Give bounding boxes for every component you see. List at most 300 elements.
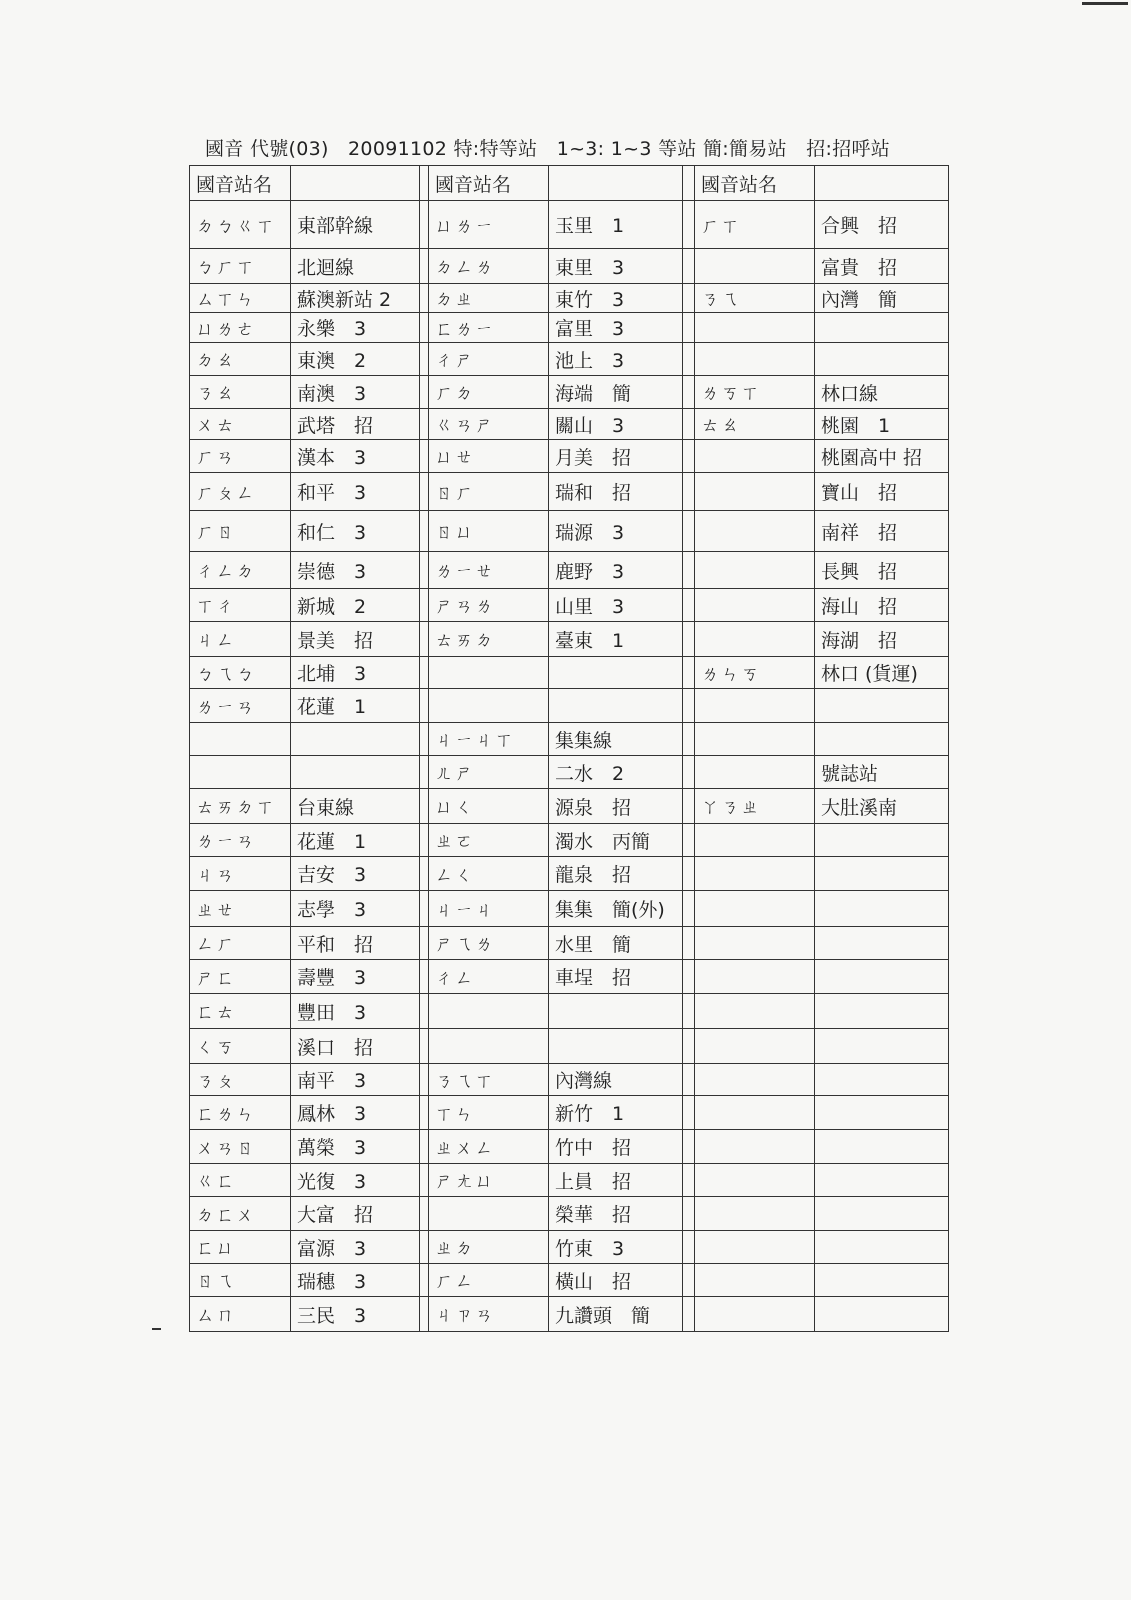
bopomofo-code-cell: [695, 511, 815, 552]
station-name-cell: 桃園 1: [815, 409, 949, 440]
table-row: [695, 960, 949, 994]
table-row: [190, 409, 429, 440]
station-name-cell: 關山 3: [549, 409, 683, 440]
bopomofo-code-cell: [429, 1197, 549, 1231]
station-name-cell: 長興 招: [815, 552, 949, 589]
table-row: [695, 552, 949, 589]
station-name-cell: 瑞和 招: [549, 473, 683, 511]
table-row: [429, 376, 695, 409]
station-name-cell: 新竹 1: [549, 1096, 683, 1130]
table-row: [429, 589, 695, 622]
bopomofo-code-cell: ㄌㄣㄎ: [695, 657, 815, 689]
bopomofo-code-cell: ㄐㄥ: [190, 622, 291, 657]
bopomofo-code-cell: [695, 1264, 815, 1297]
bopomofo-code-cell: ㄔㄕ: [429, 343, 549, 376]
bopomofo-code-cell: [429, 1029, 549, 1064]
bopomofo-code-cell: ㄌㄎㄒ: [695, 376, 815, 409]
spacer-cell: [683, 440, 695, 473]
station-name-cell: 竹中 招: [549, 1130, 683, 1164]
station-name-cell: 平和 招: [291, 927, 420, 960]
table-row: [190, 1264, 429, 1297]
bopomofo-code-cell: ㄉㄥㄌ: [429, 249, 549, 284]
bopomofo-code-cell: ㄉㄈㄨ: [190, 1197, 291, 1231]
table-row: [695, 689, 949, 723]
bopomofo-code-cell: [695, 994, 815, 1029]
station-name-cell: 花蓮 1: [291, 689, 420, 723]
table-row: [190, 927, 429, 960]
bopomofo-code-cell: [429, 657, 549, 689]
table-row: [190, 473, 429, 511]
table-row: [695, 857, 949, 891]
bopomofo-code-cell: ㄓㄨㄥ: [429, 1130, 549, 1164]
bopomofo-code-cell: [190, 723, 291, 756]
bopomofo-code-cell: ㄕㄢㄌ: [429, 589, 549, 622]
station-name-cell: 林口線: [815, 376, 949, 409]
table-row: [695, 723, 949, 756]
station-name-cell: 九讚頭 簡: [549, 1297, 683, 1332]
table-row: [429, 789, 695, 824]
station-name-cell: 永樂 3: [291, 313, 420, 343]
station-name-cell: 富里 3: [549, 313, 683, 343]
bopomofo-code-cell: ㄖㄩ: [429, 511, 549, 552]
station-name-cell: 二水 2: [549, 756, 683, 789]
table-row: [429, 1297, 695, 1332]
bopomofo-code-cell: ㄊㄞㄉ: [429, 622, 549, 657]
station-name-cell: 鹿野 3: [549, 552, 683, 589]
station-name-cell: 內灣線: [549, 1064, 683, 1096]
bopomofo-code-cell: [695, 622, 815, 657]
bopomofo-code-cell: ㄏㄉ: [429, 376, 549, 409]
bopomofo-code-cell: [695, 1297, 815, 1332]
station-name-cell: [549, 689, 683, 723]
station-name-cell: [815, 1231, 949, 1264]
station-name-cell: [815, 1197, 949, 1231]
bopomofo-code-cell: ㄩㄝ: [429, 440, 549, 473]
bopomofo-code-cell: ㄊㄞㄉㄒ: [190, 789, 291, 824]
bopomofo-code-cell: [695, 689, 815, 723]
station-name-cell: 東竹 3: [549, 284, 683, 313]
station-name-cell: 上員 招: [549, 1164, 683, 1197]
table-row: [429, 689, 695, 723]
station-name-cell: 橫山 招: [549, 1264, 683, 1297]
table-row: [190, 657, 429, 689]
bopomofo-code-cell: ㄋㄟㄒ: [429, 1064, 549, 1096]
table-row: [429, 440, 695, 473]
bopomofo-code-cell: [695, 891, 815, 927]
bopomofo-code-cell: [429, 689, 549, 723]
station-name-cell: 車埕 招: [549, 960, 683, 994]
station-name-cell: [815, 313, 949, 343]
station-table: [428, 165, 695, 1332]
spacer-cell: [683, 249, 695, 284]
spacer-cell: [683, 166, 695, 201]
station-name-cell: 集集 簡(外): [549, 891, 683, 927]
spacer-cell: [683, 927, 695, 960]
station-name-cell: 富源 3: [291, 1231, 420, 1264]
bopomofo-code-cell: [695, 824, 815, 857]
station-name-cell: 漢本 3: [291, 440, 420, 473]
station-name-cell: 新城 2: [291, 589, 420, 622]
table-row: [429, 1264, 695, 1297]
bopomofo-code-cell: [695, 249, 815, 284]
spacer-cell: [683, 511, 695, 552]
station-name-cell: 景美 招: [291, 622, 420, 657]
bopomofo-code-cell: ㄓㄝ: [190, 891, 291, 927]
table-block-linkou-signal: [694, 165, 949, 1332]
station-name-cell: 集集線: [549, 723, 683, 756]
table-row: [695, 1064, 949, 1096]
bopomofo-code-cell: ㄈㄩ: [190, 1231, 291, 1264]
scan-mark-top-right: [1082, 2, 1128, 5]
table-row: [429, 1164, 695, 1197]
table-row: [429, 723, 695, 756]
table-row: [429, 552, 695, 589]
table-row: [695, 891, 949, 927]
station-name-cell: 源泉 招: [549, 789, 683, 824]
station-name-cell: 林口 (貨運): [815, 657, 949, 689]
bopomofo-code-cell: ㄈㄌㄧ: [429, 313, 549, 343]
bopomofo-code-cell: [695, 756, 815, 789]
table-row: [429, 1231, 695, 1264]
bopomofo-code-cell: ㄍㄢㄕ: [429, 409, 549, 440]
table-row: [190, 723, 429, 756]
spacer-cell: [683, 201, 695, 249]
station-name-cell: 萬榮 3: [291, 1130, 420, 1164]
bopomofo-code-cell: ㄏㄒ: [695, 201, 815, 249]
header-cell-station-name: 國音站名: [190, 166, 291, 201]
table-row: [190, 166, 429, 201]
station-name-cell: 北埔 3: [291, 657, 420, 689]
station-name-cell: 志學 3: [291, 891, 420, 927]
table-row: [429, 201, 695, 249]
bopomofo-code-cell: [695, 1231, 815, 1264]
station-name-cell: 蘇澳新站 2: [291, 284, 420, 313]
station-name-cell: 東里 3: [549, 249, 683, 284]
table-row: [429, 857, 695, 891]
table-row: [695, 1231, 949, 1264]
table-row: [190, 249, 429, 284]
station-name-cell: 南祥 招: [815, 511, 949, 552]
station-name-cell: 武塔 招: [291, 409, 420, 440]
bopomofo-code-cell: ㄈㄌㄣ: [190, 1096, 291, 1130]
table-row: [695, 473, 949, 511]
bopomofo-code-cell: ㄖㄟ: [190, 1264, 291, 1297]
spacer-cell: [683, 1297, 695, 1332]
spacer-cell: [683, 473, 695, 511]
station-name-cell: [815, 824, 949, 857]
table-row: [695, 376, 949, 409]
spacer-cell: [683, 756, 695, 789]
bopomofo-code-cell: ㄕㄈ: [190, 960, 291, 994]
spacer-cell: [683, 1264, 695, 1297]
spacer-cell: [683, 1231, 695, 1264]
bopomofo-code-cell: ㄒㄔ: [190, 589, 291, 622]
station-name-cell: [291, 723, 420, 756]
table-row: [190, 1197, 429, 1231]
station-name-cell: [815, 1029, 949, 1064]
table-row: [429, 313, 695, 343]
table-row: [429, 1096, 695, 1130]
station-name-cell: 富貴 招: [815, 249, 949, 284]
bopomofo-code-cell: [695, 343, 815, 376]
table-row: [695, 249, 949, 284]
bopomofo-code-cell: ㄩㄑ: [429, 789, 549, 824]
station-name-cell: 崇德 3: [291, 552, 420, 589]
station-name-cell: 大富 招: [291, 1197, 420, 1231]
spacer-cell: [683, 789, 695, 824]
spacer-cell: [683, 1064, 695, 1096]
bopomofo-code-cell: ㄌㄧㄝ: [429, 552, 549, 589]
table-row: [190, 960, 429, 994]
station-name-cell: [291, 756, 420, 789]
station-name-cell: 瑞源 3: [549, 511, 683, 552]
table-row: [695, 756, 949, 789]
station-name-cell: 號誌站: [815, 756, 949, 789]
spacer-cell: [683, 1029, 695, 1064]
table-row: [429, 756, 695, 789]
table-row: [190, 201, 429, 249]
table-row: [429, 1029, 695, 1064]
station-name-cell: [549, 657, 683, 689]
station-name-cell: 池上 3: [549, 343, 683, 376]
bopomofo-code-cell: ㄉㄓ: [429, 284, 549, 313]
bopomofo-code-cell: ㄐㄗㄢ: [429, 1297, 549, 1332]
bopomofo-code-cell: ㄕㄤㄩ: [429, 1164, 549, 1197]
table-row: [190, 824, 429, 857]
bopomofo-code-cell: [695, 960, 815, 994]
table-row: [190, 552, 429, 589]
bopomofo-code-cell: ㄔㄥㄉ: [190, 552, 291, 589]
bopomofo-code-cell: ㄩㄌㄜ: [190, 313, 291, 343]
bopomofo-code-cell: ㄐㄧㄐ: [429, 891, 549, 927]
bopomofo-code-cell: ㄉㄅㄍㄒ: [190, 201, 291, 249]
bopomofo-code-cell: ㄨㄊ: [190, 409, 291, 440]
bopomofo-code-cell: [695, 857, 815, 891]
bopomofo-code-cell: ㄙㄇ: [190, 1297, 291, 1332]
station-name-cell: 合興 招: [815, 201, 949, 249]
spacer-cell: [683, 723, 695, 756]
table-row: [695, 440, 949, 473]
station-name-cell: 寶山 招: [815, 473, 949, 511]
table-row: [190, 313, 429, 343]
table-row: [695, 511, 949, 552]
station-name-cell: [815, 1164, 949, 1197]
table-row: [695, 201, 949, 249]
bopomofo-code-cell: ㄚㄋㄓ: [695, 789, 815, 824]
bopomofo-code-cell: ㄉㄠ: [190, 343, 291, 376]
station-name-cell: 台東線: [291, 789, 420, 824]
header-cell-station-name: 國音站名: [429, 166, 549, 201]
table-row: [190, 440, 429, 473]
bopomofo-code-cell: ㄐㄢ: [190, 857, 291, 891]
table-row: [695, 343, 949, 376]
station-name-cell: [815, 891, 949, 927]
bopomofo-code-cell: [695, 552, 815, 589]
bopomofo-code-cell: ㄑㄎ: [190, 1029, 291, 1064]
station-name-cell: 臺東 1: [549, 622, 683, 657]
table-row: [429, 622, 695, 657]
station-name-cell: 竹東 3: [549, 1231, 683, 1264]
table-row: [695, 657, 949, 689]
table-row: [695, 1096, 949, 1130]
bopomofo-code-cell: ㄍㄈ: [190, 1164, 291, 1197]
table-row: [695, 994, 949, 1029]
station-name-cell: 大肚溪南: [815, 789, 949, 824]
station-name-cell: [815, 1130, 949, 1164]
bopomofo-code-cell: ㄏㄢ: [190, 440, 291, 473]
spacer-cell: [683, 376, 695, 409]
bopomofo-code-cell: ㄏㄖ: [190, 511, 291, 552]
table-row: [190, 376, 429, 409]
bopomofo-code-cell: [695, 440, 815, 473]
bopomofo-code-cell: [429, 994, 549, 1029]
station-name-cell: 光復 3: [291, 1164, 420, 1197]
header-cell-blank: [291, 166, 420, 201]
bopomofo-code-cell: ㄅㄟㄅ: [190, 657, 291, 689]
station-name-cell: 豐田 3: [291, 994, 420, 1029]
table-row: [190, 1231, 429, 1264]
table-row: [190, 994, 429, 1029]
header-cell-station-name: 國音站名: [695, 166, 815, 201]
station-name-cell: 海端 簡: [549, 376, 683, 409]
bopomofo-code-cell: ㄔㄥ: [429, 960, 549, 994]
bopomofo-code-cell: ㄓㄛ: [429, 824, 549, 857]
station-name-cell: 三民 3: [291, 1297, 420, 1332]
spacer-cell: [683, 891, 695, 927]
station-name-cell: 內灣 簡: [815, 284, 949, 313]
spacer-cell: [683, 409, 695, 440]
table-row: [695, 1130, 949, 1164]
scan-mark-left: [152, 1328, 161, 1330]
table-row: [429, 343, 695, 376]
table-row: [695, 313, 949, 343]
table-row: [695, 589, 949, 622]
bopomofo-code-cell: ㄈㄊ: [190, 994, 291, 1029]
bopomofo-code-cell: ㄥㄑ: [429, 857, 549, 891]
table-row: [695, 927, 949, 960]
table-row: [190, 1096, 429, 1130]
table-row: [429, 960, 695, 994]
station-table: [189, 165, 429, 1332]
table-row: [190, 1029, 429, 1064]
table-row: [429, 166, 695, 201]
bopomofo-code-cell: [695, 1096, 815, 1130]
table-row: [190, 789, 429, 824]
table-row: [190, 511, 429, 552]
bopomofo-code-cell: ㄖㄏ: [429, 473, 549, 511]
station-name-cell: 海山 招: [815, 589, 949, 622]
table-row: [695, 1164, 949, 1197]
table-block-chiji-neiwan: [428, 165, 695, 1332]
station-name-cell: 桃園高中 招: [815, 440, 949, 473]
spacer-cell: [683, 343, 695, 376]
table-row: [695, 789, 949, 824]
bopomofo-code-cell: ㄥㄏ: [190, 927, 291, 960]
table-row: [429, 824, 695, 857]
station-table: [694, 165, 949, 1332]
spacer-cell: [683, 284, 695, 313]
station-name-cell: 東部幹線: [291, 201, 420, 249]
table-row: [429, 657, 695, 689]
table-row: [190, 1297, 429, 1332]
station-name-cell: [549, 1029, 683, 1064]
table-row: [190, 756, 429, 789]
station-name-cell: 吉安 3: [291, 857, 420, 891]
spacer-cell: [683, 960, 695, 994]
table-row: [429, 994, 695, 1029]
spacer-cell: [683, 994, 695, 1029]
station-name-cell: [815, 994, 949, 1029]
bopomofo-code-cell: [695, 589, 815, 622]
station-name-cell: 壽豐 3: [291, 960, 420, 994]
table-row: [429, 284, 695, 313]
station-name-cell: [815, 343, 949, 376]
spacer-cell: [683, 857, 695, 891]
station-name-cell: 溪口 招: [291, 1029, 420, 1064]
bopomofo-code-cell: ㄏㄆㄥ: [190, 473, 291, 511]
station-name-cell: 榮華 招: [549, 1197, 683, 1231]
bopomofo-code-cell: ㄌㄧㄢ: [190, 824, 291, 857]
station-name-cell: [815, 927, 949, 960]
header-cell-blank: [549, 166, 683, 201]
table-row: [190, 689, 429, 723]
station-name-cell: 瑞穗 3: [291, 1264, 420, 1297]
table-row: [429, 511, 695, 552]
bopomofo-code-cell: [695, 1197, 815, 1231]
table-row: [695, 824, 949, 857]
bopomofo-code-cell: [695, 1164, 815, 1197]
station-name-cell: 濁水 丙簡: [549, 824, 683, 857]
spacer-cell: [683, 552, 695, 589]
bopomofo-code-cell: ㄅㄏㄒ: [190, 249, 291, 284]
station-name-cell: 山里 3: [549, 589, 683, 622]
table-row: [695, 1297, 949, 1332]
station-name-cell: 和仁 3: [291, 511, 420, 552]
bopomofo-code-cell: ㄐㄧㄐㄒ: [429, 723, 549, 756]
bopomofo-code-cell: ㄊㄠ: [695, 409, 815, 440]
station-name-cell: [815, 689, 949, 723]
table-row: [190, 284, 429, 313]
station-name-cell: 南澳 3: [291, 376, 420, 409]
table-row: [429, 249, 695, 284]
station-name-cell: [815, 1297, 949, 1332]
bopomofo-code-cell: ㄏㄥ: [429, 1264, 549, 1297]
spacer-cell: [683, 824, 695, 857]
bopomofo-code-cell: ㄋㄠ: [190, 376, 291, 409]
bopomofo-code-cell: [695, 313, 815, 343]
bopomofo-code-cell: [695, 927, 815, 960]
station-name-cell: [815, 960, 949, 994]
bopomofo-code-cell: ㄋㄆ: [190, 1064, 291, 1096]
table-row: [695, 409, 949, 440]
table-row: [695, 622, 949, 657]
bopomofo-code-cell: [695, 1064, 815, 1096]
table-block-east-main-taitung: [189, 165, 429, 1332]
spacer-cell: [683, 1096, 695, 1130]
bopomofo-code-cell: ㄓㄉ: [429, 1231, 549, 1264]
bopomofo-code-cell: ㄋㄟ: [695, 284, 815, 313]
table-row: [429, 891, 695, 927]
station-name-cell: 南平 3: [291, 1064, 420, 1096]
table-row: [429, 1064, 695, 1096]
spacer-cell: [683, 1197, 695, 1231]
page-header: 國音 代號(03) 20091102 特:特等站 1~3: 1~3 等站 簡:簡易站 招:招呼站: [205, 138, 891, 160]
spacer-cell: [683, 657, 695, 689]
table-row: [190, 857, 429, 891]
spacer-cell: [683, 622, 695, 657]
table-row: [429, 927, 695, 960]
station-name-cell: 和平 3: [291, 473, 420, 511]
